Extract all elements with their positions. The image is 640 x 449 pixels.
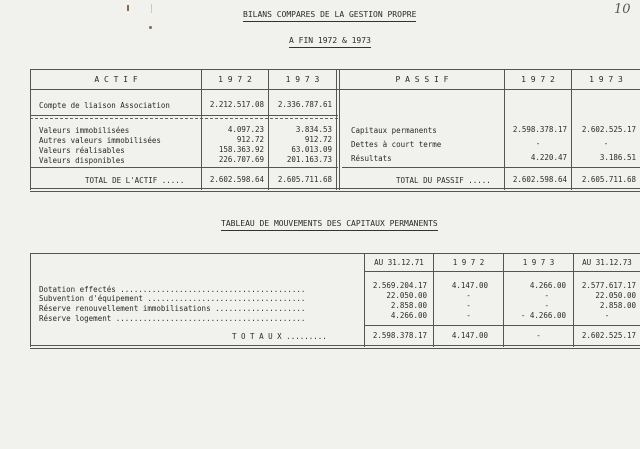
passif-year-1973-header: 1 9 7 3 — [589, 75, 623, 84]
movements-col-1973: 1 9 7 3 — [522, 258, 555, 267]
paper-speck — [151, 4, 152, 13]
page-number: 10 — [614, 2, 631, 17]
passif-label: Dettes à court terme — [351, 140, 442, 149]
passif-1973: 3.186.51 — [599, 153, 636, 162]
movement-label: Réserve renouvellement immobilisations .................... — [39, 304, 306, 313]
actif-year-1973-header: 1 9 7 3 — [285, 75, 320, 84]
movement-end: 2.577.617.17 — [581, 281, 636, 290]
movement-1972: - — [466, 311, 471, 320]
passif-total-label: TOTAL DU PASSIF ..... — [396, 176, 491, 185]
actif-label: Valeurs immobilisées — [39, 126, 130, 135]
movements-totals-label: T O T A U X ......... — [232, 332, 327, 341]
liaison-1973: 2.336.787.61 — [277, 100, 332, 109]
movement-1972: - — [466, 301, 471, 310]
movement-end: 2.858.00 — [599, 301, 636, 310]
passif-1972: 2.598.378.17 — [512, 125, 567, 134]
passif-label: Résultats — [351, 154, 392, 163]
document-subtitle: A FIN 1972 & 1973 — [289, 36, 371, 48]
movement-start: 2.569.204.17 — [372, 281, 427, 290]
actif-1973: 63.013.09 — [291, 145, 332, 154]
actif-1972: 226.707.69 — [218, 155, 264, 164]
movement-label: Dotation effectés ......................................... — [39, 285, 306, 294]
actif-1972: 912.72 — [236, 135, 264, 144]
actif-label: Autres valeurs immobilisées — [39, 136, 161, 145]
movement-1972: - — [466, 291, 471, 300]
movements-col-start: AU 31.12.71 — [374, 258, 424, 267]
passif-1973: 2.602.525.17 — [581, 125, 636, 134]
actif-1973: 201.163.73 — [286, 155, 332, 164]
passif-total-1973: 2.605.711.68 — [581, 175, 636, 184]
movements-total-1973: - — [536, 331, 541, 340]
movement-1973: - — [544, 291, 549, 300]
movement-label: Subvention d'équipement ................................... — [39, 294, 306, 303]
movements-total-end: 2.602.525.17 — [581, 331, 636, 340]
passif-header: P A S S I F — [395, 75, 449, 84]
liaison-label: Compte de liaison Association — [39, 101, 170, 110]
actif-label: Valeurs disponibles — [39, 156, 125, 165]
movements-col-end: AU 31.12.73 — [582, 258, 632, 267]
movement-end: 22.050.00 — [595, 291, 636, 300]
movements-title: TABLEAU DE MOUVEMENTS DES CAPITAUX PERMANENTS — [221, 219, 438, 231]
actif-year-1972-header: 1 9 7 2 — [218, 75, 252, 84]
actif-total-label: TOTAL DE L'ACTIF ..... — [85, 176, 185, 185]
movement-1973: - 4.266.00 — [520, 311, 566, 320]
movement-1973: 4.266.00 — [529, 281, 566, 290]
movement-start: 22.050.00 — [386, 291, 427, 300]
passif-1972: - — [535, 139, 541, 148]
paper-speck — [127, 5, 129, 11]
actif-total-1973: 2.605.711.68 — [277, 175, 332, 184]
document-title: BILANS COMPARES DE LA GESTION PROPRE — [243, 10, 416, 22]
movement-start: 2.858.00 — [390, 301, 427, 310]
actif-label: Valeurs réalisables — [39, 146, 125, 155]
passif-1973: - — [603, 139, 609, 148]
movement-label: Réserve logement .......................................... — [39, 314, 306, 323]
actif-1972: 4.097.23 — [227, 125, 264, 134]
liaison-1972: 2.212.517.08 — [209, 100, 264, 109]
movement-end: - — [604, 311, 610, 320]
movements-col-1972: 1 9 7 2 — [452, 258, 485, 267]
actif-1973: 912.72 — [304, 135, 332, 144]
paper-speck — [149, 26, 152, 29]
movements-total-start: 2.598.378.17 — [372, 331, 427, 340]
passif-total-1972: 2.602.598.64 — [512, 175, 567, 184]
passif-year-1972-header: 1 9 7 2 — [521, 75, 555, 84]
passif-1972: 4.220.47 — [530, 153, 567, 162]
actif-1973: 3.834.53 — [295, 125, 332, 134]
movement-start: 4.266.00 — [390, 311, 427, 320]
actif-header: A C T I F — [94, 75, 138, 84]
movements-total-1972: 4.147.00 — [451, 331, 488, 340]
movement-1973: - — [544, 301, 549, 310]
actif-1972: 158.363.92 — [218, 145, 264, 154]
actif-total-1972: 2.602.598.64 — [209, 175, 264, 184]
movement-1972: 4.147.00 — [451, 281, 488, 290]
passif-label: Capitaux permanents — [351, 126, 437, 135]
